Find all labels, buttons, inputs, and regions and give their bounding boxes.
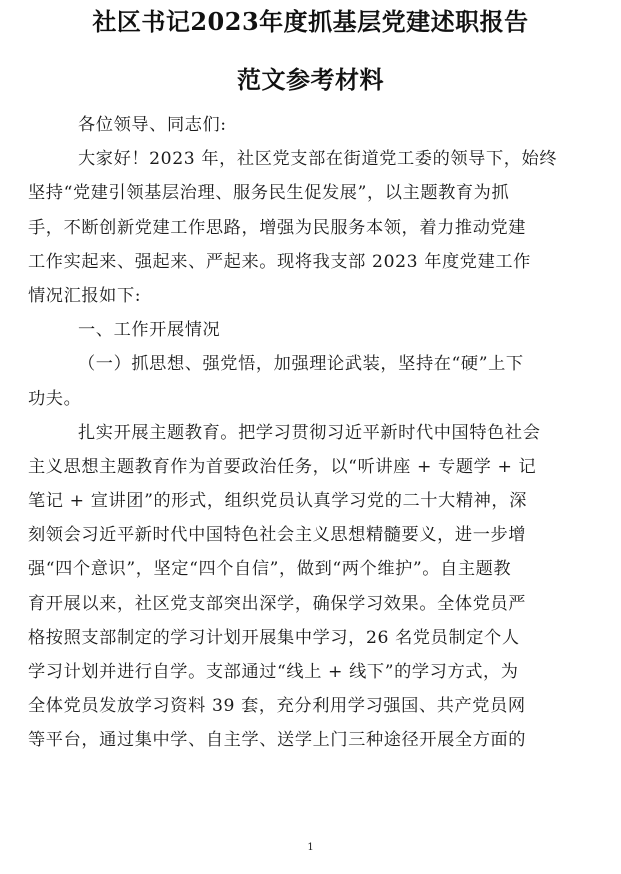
paragraph-line: 刻领会习近平新时代中国特色社会主义思想精髓要义，进一步增 (28, 525, 527, 546)
paragraph-line: 笔记 + 宣讲团”的形式，组织党员认真学习党的二十大精神，深 (28, 491, 527, 512)
subsection-heading: （一）抓思想、强党悟，加强理论武装，坚持在“硬”上下 (78, 354, 524, 375)
page-number: 1 (307, 842, 314, 853)
paragraph-line: 格按照支部制定的学习计划开展集中学习，26 名党员制定个人 (28, 627, 520, 648)
paragraph-line: 坚持“党建引领基层治理、服务民生促发展”，以主题教育为抓 (28, 183, 510, 204)
paragraph-line: 强“四个意识”，坚定“四个自信”，做到“两个维护”。自主题教 (28, 559, 512, 580)
section-heading: 一、工作开展情况 (78, 320, 221, 341)
salutation: 各位领导、同志们: (78, 115, 227, 135)
paragraph-line: 育开展以来，社区党支部突出深学，确保学习效果。全体党员严 (28, 593, 527, 614)
paragraph-line: 等平台，通过集中学、自主学、送学上门三种途径开展全方面的 (28, 730, 527, 751)
paragraph-line: 工作实起来、强起来、严起来。现将我支部 2023 年度党建工作 (28, 251, 531, 272)
subsection-heading-continued: 功夫。 (28, 388, 82, 409)
paragraph-line: 情况汇报如下: (28, 285, 142, 306)
document-title-line-2: 范文参考材料 (237, 65, 384, 94)
paragraph-line: 大家好！2023 年，社区党支部在街道党工委的领导下，始终 (78, 149, 558, 170)
paragraph-line: 扎实开展主题教育。把学习贯彻习近平新时代中国特色社会 (78, 422, 541, 443)
paragraph-line: 全体党员发放学习资料 39 套，充分利用学习强国、共产党员网 (28, 696, 526, 717)
paragraph-line: 学习计划并进行自学。支部通过“线上 + 线下”的学习方式，为 (28, 662, 519, 682)
paragraph-line: 主义思想主题教育作为首要政治任务，以“听讲座 + 专题学 + 记 (28, 456, 537, 477)
document-title-line-1: 社区书记2023年度抓基层党建述职报告 (92, 7, 529, 36)
document-body (28, 108, 594, 758)
paragraph-line: 手，不断创新党建工作思路，增强为民服务本领，着力推动党建 (28, 217, 527, 238)
